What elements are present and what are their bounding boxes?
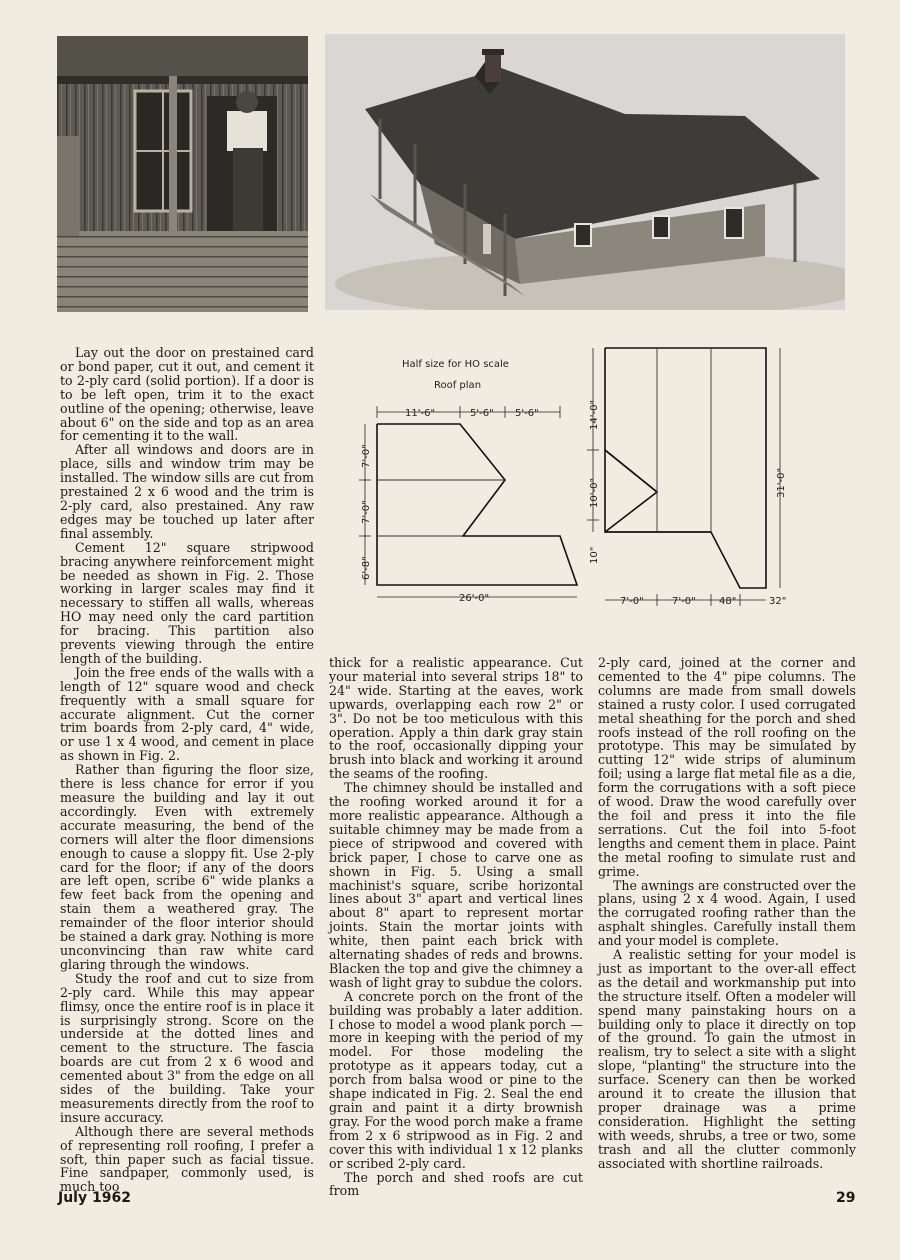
right-side-dim-1: 14'-0"	[589, 399, 600, 430]
roof-plan-diagram	[355, 340, 805, 615]
paragraph: A concrete porch on the front of the building was probably a later addition. I chose to model a wood plank porch — more in keeping with the period of my model. For those modeling the prototype as it appears today, cut a porch from balsa wood or pine to the shape indicated in Fig. 2. Seal the end grain and paint it a dirty brownish gray. For the wood porch make a frame from 2 x 6 stripwood as in Fig. 2 and cover this with individual 1 x 12 planks or scribed 2-ply card.	[329, 988, 583, 1171]
paragraph: thick for a realistic appearance. Cut your material into several strips 18" to 24" wide. Starting at the eaves, work upwards, overlapping each row 2" or 3". Do not be too meticulous with this operation. Apply a thin dark gray stain to the roof, occasionally dipping your brush into black and working it around the seams of the roofing.	[329, 655, 583, 782]
paragraph: The awnings are constructed over the plans, using 2 x 4 wood. Again, I used the corrugated roofing rather than the asphalt shingles. Carefully install them and your model is complete.	[598, 877, 856, 949]
prototype-porch-photo	[57, 36, 308, 312]
paragraph: Rather than figuring the floor size, there is less chance for error if you measure the building and lay it out accordingly. Even with extremely accurate measuring, the bend of the corners will alter the floor dimensions enough to cause a sloppy fit. Use 2-ply card for the floor; if any of the doors are left open, scribe 6" wide planks a few feet back from the opening and stain them a weathered gray. The remainder of the floor interior should be stained a dark gray. Nothing is more unconvincing than raw white card glaring through the windows.	[60, 762, 314, 972]
paragraph: Join the free ends of the walls with a length of 12" square wood and check frequently with a small square for accurate alignment. Cut the corner trim boards from 2-ply card, 4" wide, or use 1 x 4 wood, and cement in place as shown in Fig. 2.	[60, 664, 314, 764]
paragraph: After all windows and doors are in place, sills and window trim may be installed. The window sills are cut from prestained 2 x 6 wood and the trim is 2-ply card, also prestained. Any raw edges may be touched up later after final assembly.	[60, 442, 314, 541]
left-side-dim-2: 7'-0"	[361, 500, 372, 524]
right-side-dim-2: 10'-0"	[589, 477, 600, 508]
right-bottom-dim-4: 32"	[769, 596, 787, 607]
page-number: 29	[836, 1190, 856, 1206]
paragraph: A realistic setting for your model is just as important to the over-all effect as the detail and workmanship put into the structure itself. Often a modeler will spend many painstaking hours on a building only to place it directly on top of the ground. To gain the utmost in realism, try to select a site with a slight slope, "planting" the structure into the surface. Scenery can then be worked around it to create the illusion that proper drainage was a prime consideration. Highlight the setting with weeds, shrubs, a tree or two, some trash and all the clutter commonly associated with shortline railroads.	[598, 947, 856, 1171]
left-side-dim-3: 6'-8"	[361, 556, 372, 580]
footer-date: July 1962	[58, 1190, 131, 1206]
paragraph: Cement 12" square stripwood bracing anywhere reinforcement might be needed as shown in Fig. 2. Those working in larger scales may find it necessary to stiffen all walls, whereas HO may need only the card partition for bracing. This partition also prevents viewing through the entire length of the building.	[60, 539, 314, 666]
article-column-middle	[329, 656, 583, 1198]
diagram-title: Half size for HO scale	[402, 359, 509, 370]
diagram-subtitle: Roof plan	[434, 380, 482, 391]
paragraph: The chimney should be installed and the roofing worked around it for a more realistic appearance. Although a suitable chimney may be made from a piece of stripwood and covered with brick paper, I chose to carve one as shown in Fig. 5. Using a small machinist's square, scribe horizontal lines about 3" apart and vertical lines about 8" apart to represent mortar joints. Stain the mortar joints with white, then paint each brick with alternating shades of reds and browns. Blacken the top and give the chimney a wash of light gray to subdue the colors.	[329, 780, 583, 990]
paragraph: 2-ply card, joined at the corner and cemented to the 4" pipe columns. The columns are made from small dowels stained a rusty color. I used corrugated metal sheathing for the porch and shed roofs instead of the roll roofing on the prototype. This may be simulated by cutting 12" wide strips of aluminum foil; using a large flat metal file as a die, form the corrugations with a soft piece of wood. Draw the wood carefully over the foil and press it into the file serrations. Cut the foil into 5-foot lengths and cement them in place. Paint the metal roofing to simulate rust and grime.	[598, 655, 856, 879]
left-bottom-dim: 26'-0"	[459, 593, 490, 604]
right-bottom-dim-2: 7'-0"	[672, 596, 696, 607]
roof-plan-left	[359, 406, 577, 604]
left-top-dim-2: 5'-6"	[470, 408, 494, 419]
model-house-photo	[325, 34, 845, 310]
article-column-left	[60, 346, 314, 1194]
paragraph: The porch and shed roofs are cut from	[329, 1169, 583, 1199]
right-bottom-dim-3: 48"	[719, 596, 737, 607]
right-bottom-dim-1: 7'-0"	[620, 596, 644, 607]
left-top-dim-1: 11'-6"	[405, 408, 436, 419]
left-top-dim-3: 5'-6"	[515, 408, 539, 419]
right-side-dim-3: 10"	[589, 546, 600, 564]
paragraph: Although there are several methods of representing roll roofing, I prefer a soft, thin paper such as facial tissue. Fine sandpaper, commonly used, is much too	[60, 1123, 314, 1195]
paragraph: Lay out the door on prestained card or bond paper, cut it out, and cement it to 2-ply card (solid portion). If a door is to be left open, trim it to the exact outline of the opening; otherwise, leave about 6" on the side and top as an area for cementing it to the wall.	[60, 345, 314, 444]
roof-plan-right	[587, 348, 787, 607]
paragraph: Study the roof and cut to size from 2-ply card. While this may appear flimsy, once the entire roof is in place it is surprisingly strong. Score on the underside at the dotted lines and cement to the structure. The fascia boards are cut from 2 x 6 wood and cemented about 3" from the edge on all sides of the building. Take your measurements directly from the roof to insure accuracy.	[60, 970, 314, 1125]
left-side-dim-1: 7'-0"	[361, 444, 372, 468]
right-height-dim: 31'-0"	[776, 467, 787, 498]
article-column-right	[598, 656, 856, 1171]
